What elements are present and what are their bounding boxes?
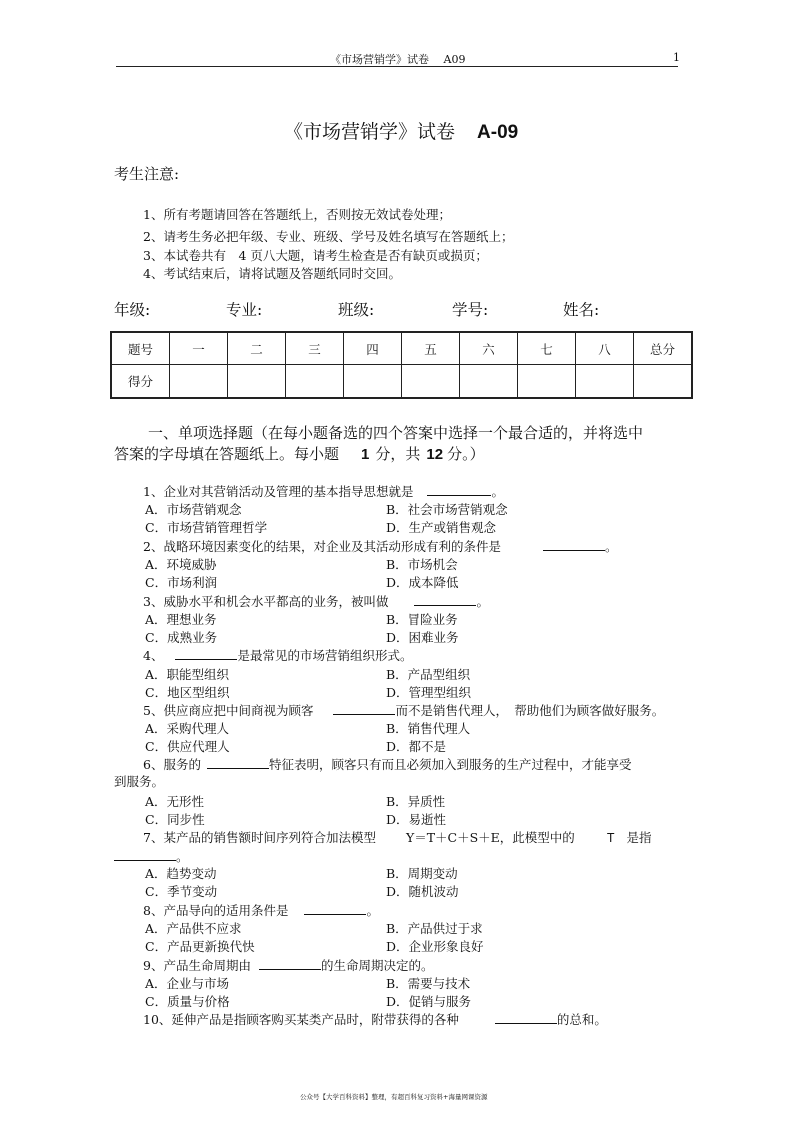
question-end: 。 [366, 903, 379, 918]
header-divider [116, 66, 678, 67]
option-a: A．趋势变动 [145, 866, 217, 881]
title-main: 《市场营销学》试卷 [284, 121, 456, 143]
question-6 [143, 755, 631, 773]
section1-line1: 一、单项选择题（在每小题备选的四个答案中选择一个最合适的，并将选中 [148, 424, 644, 442]
field-class: 班级: [338, 301, 375, 319]
option-a: A．理想业务 [145, 612, 217, 627]
score-header-cell: 四 [344, 332, 402, 365]
answer-blank [414, 593, 476, 606]
question-end: 。 [176, 849, 189, 864]
question-10 [143, 1010, 607, 1028]
section1-points-each: 1 [361, 446, 370, 463]
option-d: D．成本降低 [386, 575, 459, 590]
option-b: B．周期变动 [386, 866, 458, 881]
question-9 [143, 956, 433, 974]
score-header-cell: 六 [460, 332, 518, 365]
answer-blank [427, 483, 491, 496]
option-c: C．季节变动 [145, 884, 218, 899]
question-stem: 5、供应商应把中间商视为顾客 [143, 703, 314, 718]
section1-text-a: 答案的字母填在答题纸上。每小题 [114, 445, 340, 463]
notice-rule-2: 2、请考生务必把年级、专业、班级、学号及姓名填写在答题纸上； [143, 229, 514, 244]
notice-rule-4: 4、考试结束后，请将试题及答题纸同时交回。 [143, 266, 401, 281]
question-4 [143, 646, 412, 664]
question-stem: 6、服务的 [143, 757, 201, 772]
answer-blank [495, 1011, 557, 1024]
option-a: A．无形性 [145, 794, 205, 809]
answer-blank [207, 756, 269, 769]
score-header-cell: 二 [228, 332, 286, 365]
option-d: D．企业形象良好 [386, 939, 484, 954]
question-end: 。 [476, 594, 489, 609]
question-7-continued [114, 847, 189, 865]
option-d: D．随机波动 [386, 884, 459, 899]
score-value-row [111, 365, 692, 399]
option-b: B．需要与技术 [386, 976, 471, 991]
score-header-cell: 总分 [634, 332, 693, 365]
question-end: 的总和。 [556, 1012, 607, 1027]
option-c: C．同步性 [145, 812, 205, 827]
question-stem: 2、战略环境因素变化的结果，对企业及其活动形成有利的条件是 [143, 539, 501, 554]
title-code: A-09 [477, 122, 519, 143]
option-d: D．促销与服务 [386, 994, 472, 1009]
question-end: 。 [491, 484, 504, 499]
option-a: A．企业与市场 [145, 976, 230, 991]
score-cell [576, 365, 634, 399]
score-header-cell: 三 [286, 332, 344, 365]
field-student-id: 学号: [452, 301, 489, 319]
question-formula: Y＝T＋C＋S＋E，此模型中的 [405, 830, 575, 845]
answer-blank [114, 848, 176, 861]
answer-blank [333, 702, 395, 715]
score-header-cell: 七 [518, 332, 576, 365]
notice-heading: 考生注意: [114, 165, 180, 183]
score-cell [286, 365, 344, 399]
answer-blank [259, 957, 321, 970]
page-number: 1 [673, 51, 680, 64]
field-major: 专业: [226, 301, 263, 319]
question-tail: 特征表明，顾客只有而且必须加入到服务的生产过程中，才能享受 [268, 757, 632, 772]
page-header: 《市场营销学》试卷 A09 [330, 53, 466, 66]
question-stem: 4、 [143, 648, 164, 663]
notice-rule-3: 3、本试卷共有 4 页八大题，请考生检查是否有缺页或损页； [143, 248, 488, 263]
option-c: C．产品更新换代快 [145, 939, 255, 954]
field-grade: 年级: [114, 301, 151, 319]
answer-blank [543, 538, 605, 551]
score-cell [402, 365, 460, 399]
score-cell [170, 365, 228, 399]
score-header-cell: 八 [576, 332, 634, 365]
score-header-cell: 五 [402, 332, 460, 365]
page-footer: 公众号【大学百科资料】整理，有超百科复习资料+海量网课资源 [300, 1093, 488, 1101]
option-b: B．异质性 [386, 794, 446, 809]
question-3 [143, 592, 489, 610]
section1-points-total: 12 [426, 446, 444, 463]
question-1 [143, 482, 504, 500]
score-header-cell: 一 [170, 332, 228, 365]
option-c: C．成熟业务 [145, 630, 218, 645]
section1-text-e: 分。） [447, 445, 485, 463]
question-2 [143, 537, 617, 555]
option-b: B．产品型组织 [386, 667, 471, 682]
section1-text-c: 分，共 [375, 445, 421, 463]
question-variable: T [606, 831, 615, 845]
section1-line2 [114, 443, 485, 464]
score-table [110, 331, 693, 399]
question-end: 是最常见的市场营销组织形式。 [237, 648, 413, 663]
option-d: D．都不是 [386, 739, 447, 754]
notice-rule-1: 1、所有考题请回答在答题纸上，否则按无效试卷处理； [143, 207, 451, 222]
question-tail: 是指 [626, 830, 652, 845]
option-b: B．市场机会 [386, 557, 458, 572]
option-b: B．销售代理人 [386, 721, 471, 736]
answer-blank [175, 647, 237, 660]
score-header-row [111, 332, 692, 365]
option-d: D．生产或销售观念 [386, 520, 497, 535]
question-8 [143, 901, 379, 919]
option-d: D．易逝性 [386, 812, 447, 827]
option-c: C．市场利润 [145, 575, 218, 590]
score-cell [228, 365, 286, 399]
score-row-label: 得分 [111, 365, 170, 399]
option-a: A．市场营销观念 [145, 502, 242, 517]
field-name: 姓名: [563, 301, 600, 319]
score-cell [344, 365, 402, 399]
option-c: C．市场营销管理哲学 [145, 520, 268, 535]
question-tail: 而不是销售代理人， 帮助他们为顾客做好服务。 [395, 703, 665, 718]
option-d: D．管理型组织 [386, 685, 472, 700]
option-a: A．环境威胁 [145, 557, 217, 572]
question-stem: 8、产品导向的适用条件是 [143, 903, 289, 918]
option-c: C．供应代理人 [145, 739, 230, 754]
answer-blank [304, 902, 366, 915]
option-b: B．产品供过于求 [386, 921, 483, 936]
option-c: C．地区型组织 [145, 685, 230, 700]
question-stem: 3、威胁水平和机会水平都高的业务，被叫做 [143, 594, 389, 609]
option-b: B．社会市场营销观念 [386, 502, 508, 517]
page-title [284, 117, 518, 144]
option-a: A．采购代理人 [145, 721, 230, 736]
question-5 [143, 701, 664, 719]
question-tail: 的生命周期决定的。 [320, 958, 434, 973]
option-b: B．冒险业务 [386, 612, 458, 627]
question-stem: 10、延伸产品是指顾客购买某类产品时，附带获得的各种 [143, 1012, 459, 1027]
score-header-cell: 题号 [111, 332, 170, 365]
question-end: 。 [604, 539, 618, 554]
option-a: A．职能型组织 [145, 667, 230, 682]
question-stem: 1、企业对其营销活动及管理的基本指导思想就是 [143, 484, 414, 499]
option-c: C．质量与价格 [145, 994, 230, 1009]
option-d: D．困难业务 [386, 630, 459, 645]
question-stem: 9、产品生命周期由 [143, 958, 251, 973]
option-a: A．产品供不应求 [145, 921, 242, 936]
question-6-continued: 到服务。 [114, 774, 165, 789]
score-cell [460, 365, 518, 399]
score-cell [518, 365, 576, 399]
question-stem: 7、某产品的销售额时间序列符合加法模型 [143, 830, 376, 845]
question-7 [143, 828, 651, 846]
score-cell [634, 365, 693, 399]
